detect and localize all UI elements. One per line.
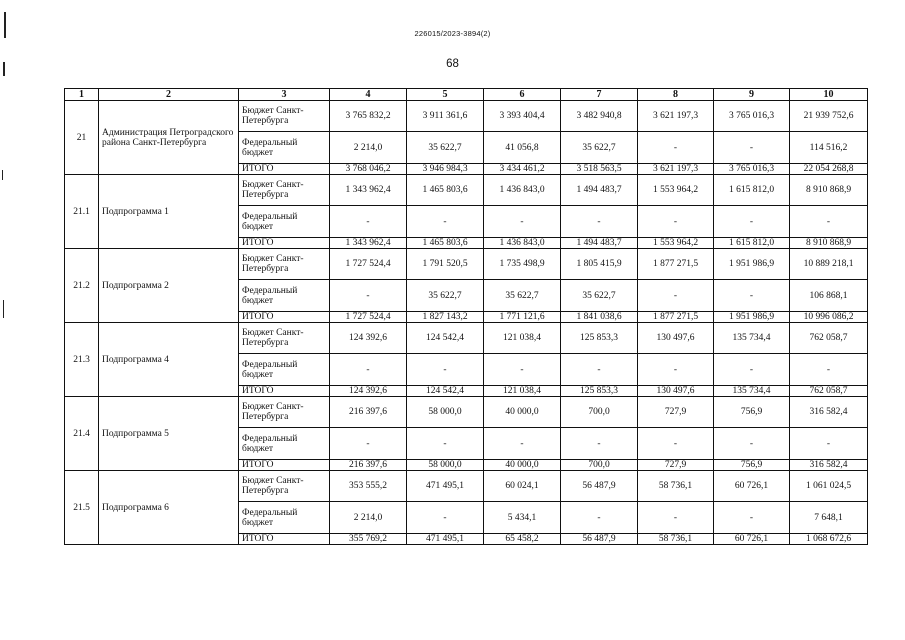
amount-cell: -: [714, 206, 790, 238]
amount-cell: 7 648,1: [790, 502, 868, 534]
amount-cell: 471 495,1: [407, 534, 484, 545]
amount-cell: 1 735 498,9: [484, 249, 561, 280]
amount-cell: 1 465 803,6: [407, 175, 484, 206]
scan-edge-mark: [2, 170, 3, 180]
amount-cell: -: [484, 206, 561, 238]
amount-cell: 35 622,7: [484, 280, 561, 312]
amount-cell: 1 771 121,6: [484, 312, 561, 323]
amount-cell: 35 622,7: [561, 280, 638, 312]
program-name: Администрация Петроградского района Санкт-Петербурга: [99, 101, 239, 175]
amount-cell: 125 853,3: [561, 386, 638, 397]
funding-source: ИТОГО: [239, 312, 330, 323]
scan-edge-mark: [3, 300, 4, 318]
amount-cell: 58 736,1: [638, 534, 714, 545]
amount-cell: 1 877 271,5: [638, 312, 714, 323]
funding-source: Бюджет Санкт-Петербурга: [239, 397, 330, 428]
amount-cell: 40 000,0: [484, 397, 561, 428]
amount-cell: 1 727 524,4: [330, 312, 407, 323]
table-row: [65, 397, 868, 428]
column-header: 8: [638, 89, 714, 101]
amount-cell: 135 734,4: [714, 323, 790, 354]
column-header: 5: [407, 89, 484, 101]
amount-cell: 3 518 563,5: [561, 164, 638, 175]
row-index: 21: [65, 101, 99, 175]
column-header: 9: [714, 89, 790, 101]
amount-cell: 124 392,6: [330, 386, 407, 397]
amount-cell: 216 397,6: [330, 397, 407, 428]
amount-cell: 1 827 143,2: [407, 312, 484, 323]
funding-source: Федеральный бюджет: [239, 206, 330, 238]
table-row: [65, 471, 868, 502]
funding-source: ИТОГО: [239, 238, 330, 249]
amount-cell: 3 946 984,3: [407, 164, 484, 175]
row-index: 21.1: [65, 175, 99, 249]
column-header: 7: [561, 89, 638, 101]
amount-cell: -: [638, 354, 714, 386]
amount-cell: 124 392,6: [330, 323, 407, 354]
amount-cell: 1 615 812,0: [714, 175, 790, 206]
amount-cell: 1 553 964,2: [638, 175, 714, 206]
amount-cell: 22 054 268,8: [790, 164, 868, 175]
amount-cell: 727,9: [638, 397, 714, 428]
program-name: Подпрограмма 5: [99, 397, 239, 471]
amount-cell: 1 727 524,4: [330, 249, 407, 280]
amount-cell: -: [790, 206, 868, 238]
amount-cell: 1 805 415,9: [561, 249, 638, 280]
amount-cell: -: [407, 502, 484, 534]
amount-cell: 1 951 986,9: [714, 312, 790, 323]
amount-cell: 1 841 038,6: [561, 312, 638, 323]
amount-cell: 1 343 962,4: [330, 175, 407, 206]
row-index: 21.5: [65, 471, 99, 545]
amount-cell: -: [407, 354, 484, 386]
amount-cell: 1 436 843,0: [484, 238, 561, 249]
amount-cell: 58 736,1: [638, 471, 714, 502]
table-row: [65, 101, 868, 132]
funding-source: Федеральный бюджет: [239, 354, 330, 386]
program-name: Подпрограмма 1: [99, 175, 239, 249]
column-header: 2: [99, 89, 239, 101]
amount-cell: 1 436 843,0: [484, 175, 561, 206]
funding-source: Бюджет Санкт-Петербурга: [239, 471, 330, 502]
amount-cell: 316 582,4: [790, 397, 868, 428]
amount-cell: -: [330, 280, 407, 312]
table-header-row: [65, 89, 868, 101]
program-name: Подпрограмма 6: [99, 471, 239, 545]
amount-cell: 60 726,1: [714, 471, 790, 502]
amount-cell: -: [561, 502, 638, 534]
amount-cell: 3 765 016,3: [714, 101, 790, 132]
amount-cell: 10 996 086,2: [790, 312, 868, 323]
funding-source: ИТОГО: [239, 534, 330, 545]
amount-cell: 58 000,0: [407, 397, 484, 428]
amount-cell: -: [638, 428, 714, 460]
row-index: 21.4: [65, 397, 99, 471]
amount-cell: -: [638, 280, 714, 312]
amount-cell: 355 769,2: [330, 534, 407, 545]
amount-cell: -: [330, 354, 407, 386]
amount-cell: 1 877 271,5: [638, 249, 714, 280]
amount-cell: 125 853,3: [561, 323, 638, 354]
amount-cell: 1 791 520,5: [407, 249, 484, 280]
column-header: 3: [239, 89, 330, 101]
table-row: [65, 175, 868, 206]
amount-cell: -: [638, 206, 714, 238]
amount-cell: 121 038,4: [484, 386, 561, 397]
amount-cell: -: [561, 428, 638, 460]
program-name: Подпрограмма 4: [99, 323, 239, 397]
amount-cell: 35 622,7: [407, 280, 484, 312]
budget-table: [64, 88, 868, 545]
amount-cell: 762 058,7: [790, 386, 868, 397]
amount-cell: 35 622,7: [407, 132, 484, 164]
amount-cell: 56 487,9: [561, 534, 638, 545]
amount-cell: 35 622,7: [561, 132, 638, 164]
amount-cell: 60 024,1: [484, 471, 561, 502]
amount-cell: -: [407, 428, 484, 460]
funding-source: Федеральный бюджет: [239, 280, 330, 312]
amount-cell: 10 889 218,1: [790, 249, 868, 280]
amount-cell: 756,9: [714, 397, 790, 428]
amount-cell: 130 497,6: [638, 386, 714, 397]
amount-cell: -: [714, 354, 790, 386]
amount-cell: 135 734,4: [714, 386, 790, 397]
amount-cell: 353 555,2: [330, 471, 407, 502]
funding-source: ИТОГО: [239, 460, 330, 471]
amount-cell: 3 765 832,2: [330, 101, 407, 132]
amount-cell: -: [714, 502, 790, 534]
amount-cell: -: [561, 206, 638, 238]
amount-cell: -: [714, 428, 790, 460]
amount-cell: 3 768 046,2: [330, 164, 407, 175]
amount-cell: 3 911 361,6: [407, 101, 484, 132]
page-number: 68: [446, 58, 459, 70]
funding-source: Федеральный бюджет: [239, 132, 330, 164]
amount-cell: 3 482 940,8: [561, 101, 638, 132]
amount-cell: 58 000,0: [407, 460, 484, 471]
amount-cell: 60 726,1: [714, 534, 790, 545]
amount-cell: 727,9: [638, 460, 714, 471]
amount-cell: -: [330, 428, 407, 460]
amount-cell: -: [638, 502, 714, 534]
amount-cell: -: [484, 354, 561, 386]
table-row: [65, 323, 868, 354]
amount-cell: 106 868,1: [790, 280, 868, 312]
amount-cell: -: [407, 206, 484, 238]
amount-cell: 56 487,9: [561, 471, 638, 502]
amount-cell: -: [790, 354, 868, 386]
amount-cell: -: [790, 428, 868, 460]
amount-cell: -: [484, 428, 561, 460]
amount-cell: 1 951 986,9: [714, 249, 790, 280]
row-index: 21.2: [65, 249, 99, 323]
column-header: 6: [484, 89, 561, 101]
amount-cell: 1 068 672,6: [790, 534, 868, 545]
column-header: 1: [65, 89, 99, 101]
funding-source: Бюджет Санкт-Петербурга: [239, 175, 330, 206]
amount-cell: 1 553 964,2: [638, 238, 714, 249]
amount-cell: 1 494 483,7: [561, 238, 638, 249]
amount-cell: 8 910 868,9: [790, 175, 868, 206]
amount-cell: 700,0: [561, 397, 638, 428]
amount-cell: 2 214,0: [330, 502, 407, 534]
column-header: 4: [330, 89, 407, 101]
amount-cell: 21 939 752,6: [790, 101, 868, 132]
amount-cell: -: [561, 354, 638, 386]
amount-cell: 762 058,7: [790, 323, 868, 354]
funding-source: Бюджет Санкт-Петербурга: [239, 249, 330, 280]
amount-cell: -: [714, 132, 790, 164]
funding-source: Бюджет Санкт-Петербурга: [239, 323, 330, 354]
amount-cell: 124 542,4: [407, 323, 484, 354]
amount-cell: 3 434 461,2: [484, 164, 561, 175]
document-id: 226015/2023-3894(2): [414, 29, 491, 38]
amount-cell: 65 458,2: [484, 534, 561, 545]
program-name: Подпрограмма 2: [99, 249, 239, 323]
amount-cell: 756,9: [714, 460, 790, 471]
amount-cell: -: [330, 206, 407, 238]
row-index: 21.3: [65, 323, 99, 397]
amount-cell: 121 038,4: [484, 323, 561, 354]
amount-cell: 41 056,8: [484, 132, 561, 164]
amount-cell: 3 765 016,3: [714, 164, 790, 175]
amount-cell: 316 582,4: [790, 460, 868, 471]
amount-cell: 114 516,2: [790, 132, 868, 164]
amount-cell: 124 542,4: [407, 386, 484, 397]
table-body: [65, 101, 868, 545]
funding-source: Федеральный бюджет: [239, 428, 330, 460]
amount-cell: 8 910 868,9: [790, 238, 868, 249]
funding-source: Федеральный бюджет: [239, 502, 330, 534]
funding-source: ИТОГО: [239, 164, 330, 175]
amount-cell: 700,0: [561, 460, 638, 471]
amount-cell: 3 393 404,4: [484, 101, 561, 132]
amount-cell: 2 214,0: [330, 132, 407, 164]
amount-cell: 1 494 483,7: [561, 175, 638, 206]
amount-cell: -: [638, 132, 714, 164]
amount-cell: 1 615 812,0: [714, 238, 790, 249]
funding-source: ИТОГО: [239, 386, 330, 397]
amount-cell: 1 343 962,4: [330, 238, 407, 249]
amount-cell: 1 465 803,6: [407, 238, 484, 249]
amount-cell: 3 621 197,3: [638, 164, 714, 175]
table-row: [65, 249, 868, 280]
amount-cell: 471 495,1: [407, 471, 484, 502]
amount-cell: 5 434,1: [484, 502, 561, 534]
funding-source: Бюджет Санкт-Петербурга: [239, 101, 330, 132]
amount-cell: 130 497,6: [638, 323, 714, 354]
column-header: 10: [790, 89, 868, 101]
amount-cell: -: [714, 280, 790, 312]
amount-cell: 216 397,6: [330, 460, 407, 471]
amount-cell: 40 000,0: [484, 460, 561, 471]
amount-cell: 1 061 024,5: [790, 471, 868, 502]
amount-cell: 3 621 197,3: [638, 101, 714, 132]
